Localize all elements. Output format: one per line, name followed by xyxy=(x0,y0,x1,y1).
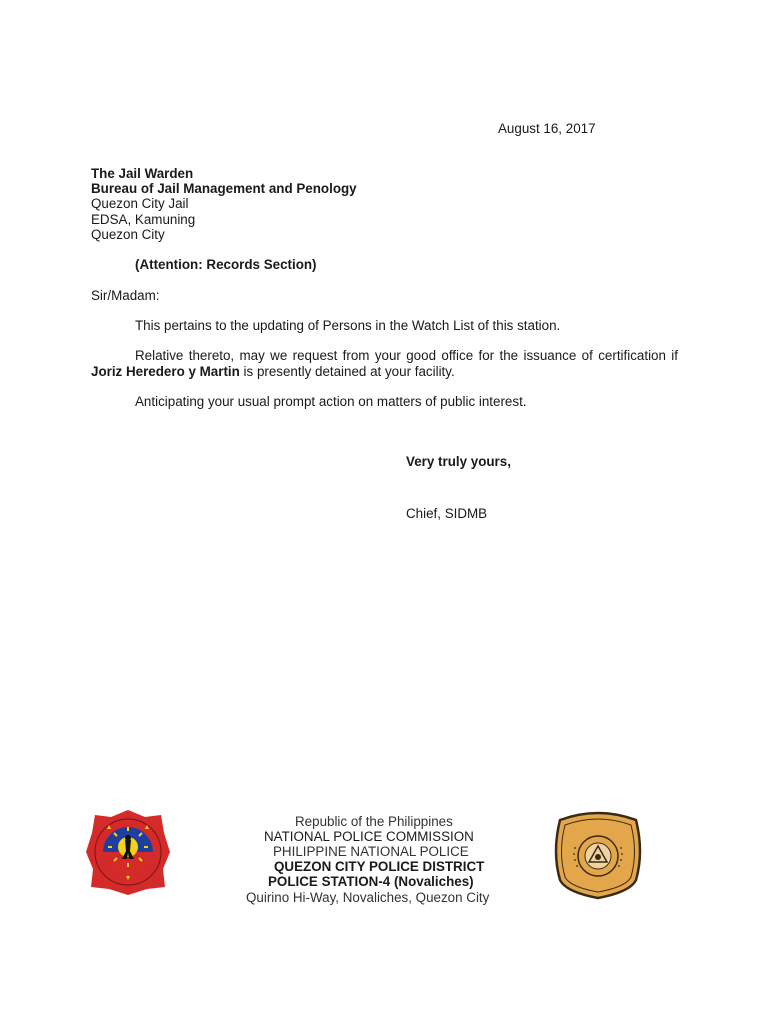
salutation: Sir/Madam: xyxy=(91,288,160,303)
attention-line: (Attention: Records Section) xyxy=(135,257,317,272)
letter-date: August 16, 2017 xyxy=(498,121,596,136)
paragraph-3: Anticipating your usual prompt action on matters of public interest. xyxy=(135,394,527,409)
footer-district: QUEZON CITY POLICE DISTRICT xyxy=(274,859,485,874)
paragraph-2-text-end: is presently detained at your facility. xyxy=(239,363,455,379)
footer-station: POLICE STATION-4 (Novaliches) xyxy=(268,874,474,889)
addressee-organization: Bureau of Jail Management and Penology xyxy=(91,181,357,196)
paragraph-2 xyxy=(91,348,678,379)
addressee-title: The Jail Warden xyxy=(91,166,194,181)
footer-republic: Republic of the Philippines xyxy=(295,814,453,829)
qcpd-badge-logo xyxy=(550,808,646,900)
footer-address: Quirino Hi-Way, Novaliches, Quezon City xyxy=(246,890,490,905)
paragraph-1: This pertains to the updating of Persons in the Watch List of this station. xyxy=(135,318,561,333)
closing: Very truly yours, xyxy=(406,454,511,469)
signatory: Chief, SIDMB xyxy=(406,506,488,521)
pnp-seal-logo xyxy=(85,807,171,897)
detainee-name: Joriz Heredero y Martin xyxy=(91,363,240,379)
footer-napolcom: NATIONAL POLICE COMMISSION xyxy=(264,829,474,844)
addressee-street: EDSA, Kamuning xyxy=(91,212,196,227)
paragraph-2-text-start: Relative thereto, may we request from your good office for the issuance of certification if xyxy=(135,348,678,363)
addressee-city: Quezon City xyxy=(91,227,165,242)
addressee-unit: Quezon City Jail xyxy=(91,196,189,211)
footer-pnp: PHILIPPINE NATIONAL POLICE xyxy=(273,844,469,859)
